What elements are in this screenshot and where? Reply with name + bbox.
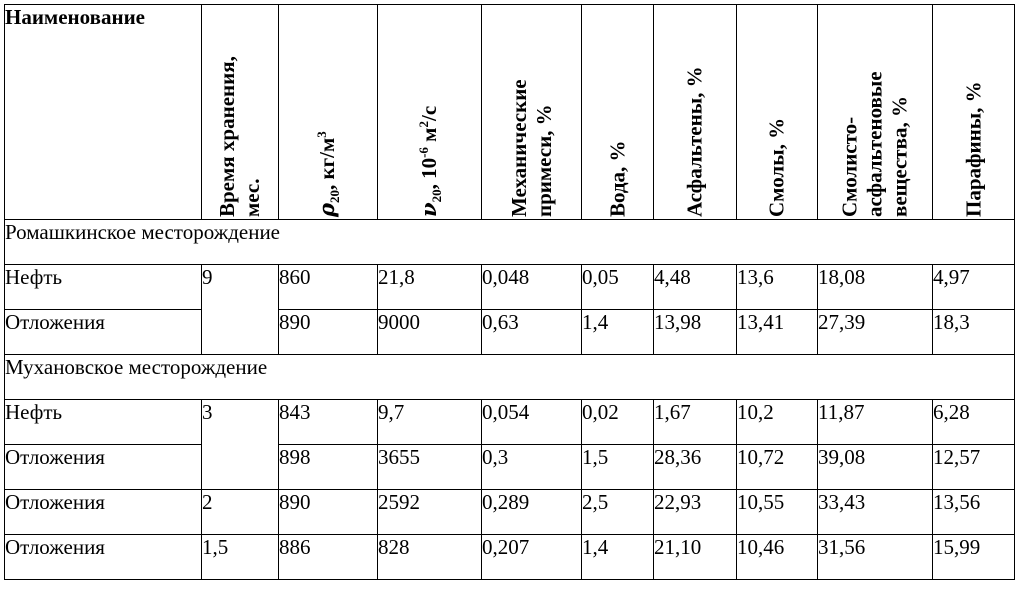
row-resin-asphaltene: 31,56 xyxy=(818,535,933,580)
row-impurities: 0,289 xyxy=(482,490,582,535)
header-viscosity: $\nu_{20}$, $10^{-6}$ $м^2/с$ xyxy=(378,5,482,220)
row-paraffins: 15,99 xyxy=(933,535,1015,580)
row-density: 898 xyxy=(279,445,378,490)
header-water: Вода, % xyxy=(582,5,654,220)
row-time: 3 xyxy=(202,400,279,490)
table-row xyxy=(5,400,1015,445)
row-asphaltenes: 22,93 xyxy=(654,490,737,535)
row-water: 0,05 xyxy=(582,265,654,310)
row-paraffins: 12,57 xyxy=(933,445,1015,490)
section-title: Мухановское месторождение xyxy=(5,355,1015,400)
header-impurities: Механические примеси, % xyxy=(482,5,582,220)
header-name: Наименование xyxy=(5,5,202,220)
row-resin-asphaltene: 27,39 xyxy=(818,310,933,355)
row-impurities: 0,3 xyxy=(482,445,582,490)
row-density: 886 xyxy=(279,535,378,580)
row-resins: 10,2 xyxy=(737,400,818,445)
row-name: Нефть xyxy=(5,265,202,310)
row-asphaltenes: 28,36 xyxy=(654,445,737,490)
row-water: 2,5 xyxy=(582,490,654,535)
header-asphaltenes: Асфальтены, % xyxy=(654,5,737,220)
row-density: 890 xyxy=(279,310,378,355)
table-row xyxy=(5,535,1015,580)
row-resins: 13,6 xyxy=(737,265,818,310)
row-time: 2 xyxy=(202,490,279,535)
header-density: $\rho_{20}$, $кг/м^3$ xyxy=(279,5,378,220)
row-asphaltenes: 1,67 xyxy=(654,400,737,445)
section-row xyxy=(5,220,1015,265)
header-resins: Смолы, % xyxy=(737,5,818,220)
table-row xyxy=(5,490,1015,535)
row-time: 9 xyxy=(202,265,279,355)
header-resin-asphaltene: Смолисто-асфальтеновые вещества, % xyxy=(818,5,933,220)
oil-properties-table xyxy=(4,4,1015,580)
row-density: 860 xyxy=(279,265,378,310)
row-viscosity: 21,8 xyxy=(378,265,482,310)
row-impurities: 0,048 xyxy=(482,265,582,310)
table-row xyxy=(5,445,1015,490)
row-name: Отложения xyxy=(5,445,202,490)
row-paraffins: 6,28 xyxy=(933,400,1015,445)
row-water: 0,02 xyxy=(582,400,654,445)
row-resin-asphaltene: 18,08 xyxy=(818,265,933,310)
table-row xyxy=(5,265,1015,310)
row-name: Отложения xyxy=(5,310,202,355)
row-paraffins: 4,97 xyxy=(933,265,1015,310)
row-name: Нефть xyxy=(5,400,202,445)
row-name: Отложения xyxy=(5,535,202,580)
row-viscosity: 3655 xyxy=(378,445,482,490)
row-water: 1,5 xyxy=(582,445,654,490)
row-impurities: 0,63 xyxy=(482,310,582,355)
row-paraffins: 13,56 xyxy=(933,490,1015,535)
row-impurities: 0,054 xyxy=(482,400,582,445)
header-row xyxy=(5,5,1015,220)
row-asphaltenes: 13,98 xyxy=(654,310,737,355)
row-resins: 13,41 xyxy=(737,310,818,355)
row-impurities: 0,207 xyxy=(482,535,582,580)
row-asphaltenes: 21,10 xyxy=(654,535,737,580)
row-water: 1,4 xyxy=(582,310,654,355)
row-density: 890 xyxy=(279,490,378,535)
row-density: 843 xyxy=(279,400,378,445)
row-resins: 10,55 xyxy=(737,490,818,535)
row-name: Отложения xyxy=(5,490,202,535)
section-row xyxy=(5,355,1015,400)
row-viscosity: 9,7 xyxy=(378,400,482,445)
row-resin-asphaltene: 39,08 xyxy=(818,445,933,490)
header-paraffins: Парафины, % xyxy=(933,5,1015,220)
row-viscosity: 9000 xyxy=(378,310,482,355)
row-time: 1,5 xyxy=(202,535,279,580)
header-storage-time: Время хранения, мес. xyxy=(202,5,279,220)
row-resins: 10,46 xyxy=(737,535,818,580)
row-asphaltenes: 4,48 xyxy=(654,265,737,310)
section-title: Ромашкинское месторождение xyxy=(5,220,1015,265)
row-resins: 10,72 xyxy=(737,445,818,490)
row-viscosity: 2592 xyxy=(378,490,482,535)
row-water: 1,4 xyxy=(582,535,654,580)
row-resin-asphaltene: 33,43 xyxy=(818,490,933,535)
row-viscosity: 828 xyxy=(378,535,482,580)
table-row xyxy=(5,310,1015,355)
row-paraffins: 18,3 xyxy=(933,310,1015,355)
row-resin-asphaltene: 11,87 xyxy=(818,400,933,445)
